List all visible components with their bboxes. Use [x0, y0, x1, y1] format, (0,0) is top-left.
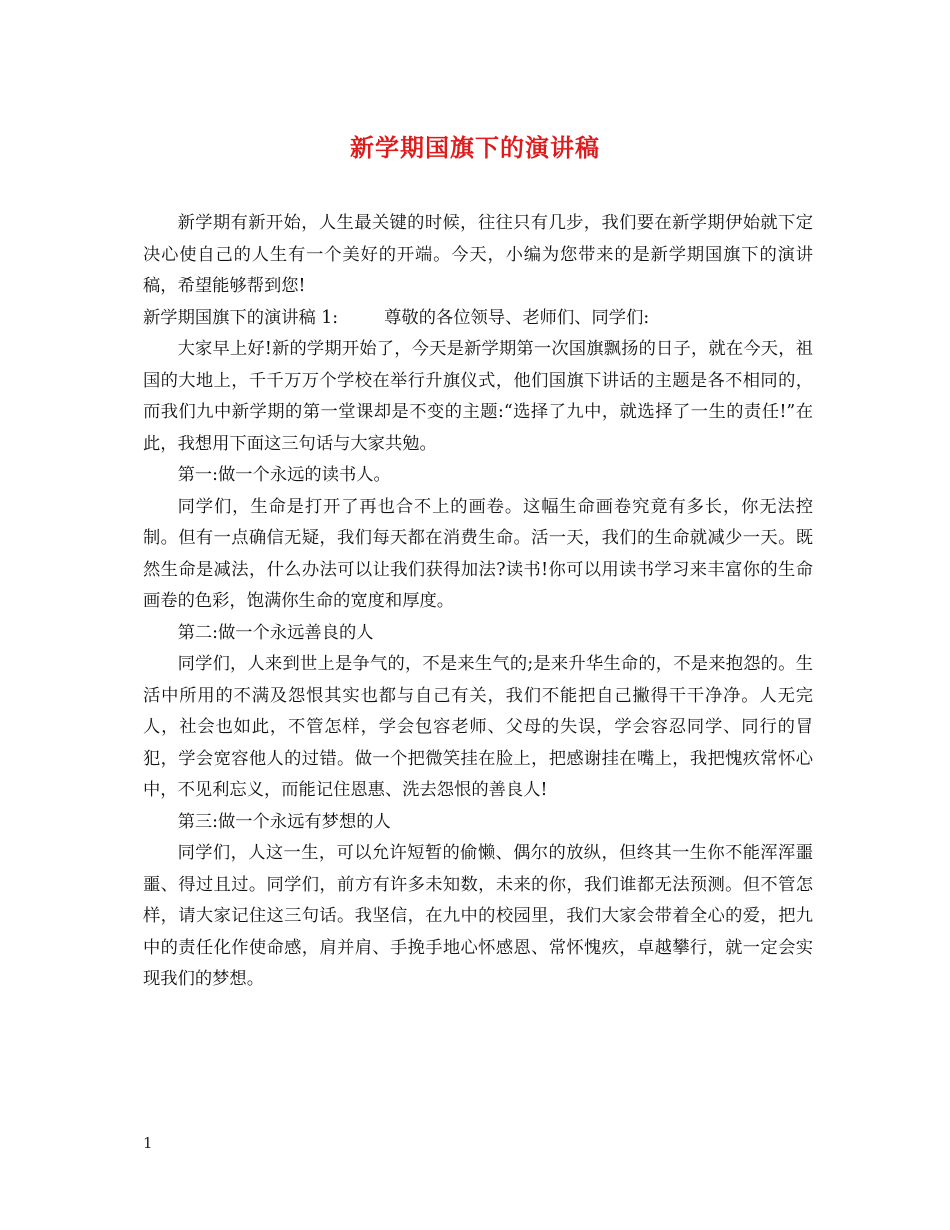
point-two-paragraph: 同学们，人来到世上是争气的，不是来生气的;是来升华生命的，不是来抱怨的。生活中所用的不满及怨恨其实也都与自己有关，我们不能把自己撇得干干净净。人无完人，社会也如此，不管怎样，学会包容老师、父母的失误，学会容忍同学、同行的冒犯，学会宽容他人的过错。做一个把微笑挂在脸上，把感谢挂在嘴上，我把愧疚常怀心中，不见利忘义，而能记住恩惠、洗去怨恨的善良人!	[143, 654, 813, 800]
greeting-paragraph: 大家早上好!新的学期开始了，今天是新学期第一次国旗飘扬的日子，就在今天，祖国的大地上，千千万万个学校在举行升旗仪式，他们国旗下讲话的主题是各不相同的，而我们九中新学期的第一堂课却是不变的主题:“选择了九中，就选择了一生的责任!”在此，我想用下面这三句话与大家共勉。	[143, 339, 813, 454]
document-title: 新学期国旗下的演讲稿	[350, 133, 600, 162]
document-body	[143, 208, 813, 996]
point-one-paragraph: 同学们，生命是打开了再也合不上的画卷。这幅生命画卷究竟有多长，你无法控制。但有一点确信无疑，我们每天都在消费生命。活一天，我们的生命就减少一天。既然生命是减法，什么办法可以让我们获得加法?读书!你可以用读书学习来丰富你的生命画卷的色彩，饱满你生命的宽度和厚度。	[143, 496, 813, 611]
speech-heading-line	[143, 303, 813, 335]
point-three-paragraph: 同学们，人这一生，可以允许短暂的偷懒、偶尔的放纵，但终其一生你不能浑浑噩噩、得过且过。同学们，前方有许多未知数，未来的你，我们谁都无法预测。但不管怎样，请大家记住这三句话。我坚信，在九中的校园里，我们大家会带着全心的爱，把九中的责任化作使命感，肩并肩、手挽手地心怀感恩、常怀愧疚，卓越攀行，就一定会实现我们的梦想。	[143, 843, 813, 989]
intro-paragraph: 新学期有新开始，人生最关键的时候，往往只有几步，我们要在新学期伊始就下定决心使自己的人生有一个美好的开端。今天，小编为您带来的是新学期国旗下的演讲稿，希望能够帮到您!	[143, 213, 813, 296]
point-two-heading: 第二:做一个永远善良的人	[177, 622, 374, 643]
speech-heading: 新学期国旗下的演讲稿 1:	[143, 307, 339, 328]
page-number: 1	[143, 1134, 153, 1152]
point-one-heading: 第一:做一个永远的读书人。	[177, 465, 391, 485]
salutation: 尊敬的各位领导、老师们、同学们:	[384, 307, 650, 328]
point-three-heading: 第三:做一个永远有梦想的人	[177, 811, 391, 832]
